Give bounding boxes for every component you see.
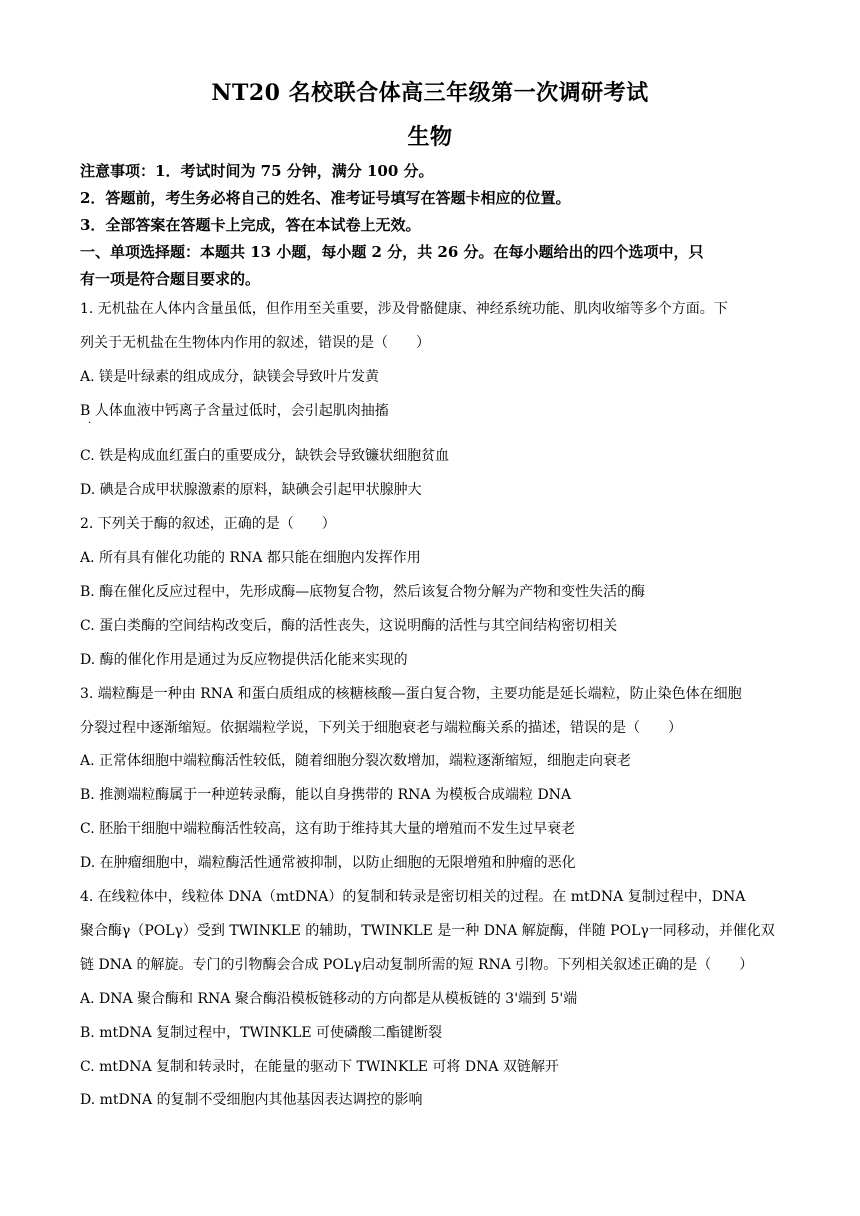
- q3-option-d: D. 在肿瘤细胞中，端粒酶活性通常被抑制，以防止细胞的无限增殖和肿瘤的恶化: [80, 855, 576, 871]
- q3-option-a: A. 正常体细胞中端粒酶活性较低，随着细胞分裂次数增加，端粒逐渐缩短，细胞走向衰老: [80, 753, 632, 769]
- q3-stem-line-1: 3. 端粒酶是一种由 RNA 和蛋白质组成的核糖核酸—蛋白复合物，主要功能是延长端粒，防止染色体在细胞: [80, 686, 742, 702]
- q1-stem-line-1: 1. 无机盐在人体内含量虽低，但作用至关重要，涉及骨骼健康、神经系统功能、肌肉收缩等多个方面。下: [80, 301, 728, 317]
- q3-stem-line-2: 分裂过程中逐渐缩短。依据端粒学说，下列关于细胞衰老与端粒酶关系的描述，错误的是（ ）: [80, 720, 682, 736]
- note-3: 3．全部答案在答题卡上完成，答在本试卷上无效。: [80, 216, 421, 234]
- q2-option-a: A. 所有具有催化功能的 RNA 都只能在细胞内发挥作用: [80, 550, 421, 566]
- q2-option-d: D. 酶的催化作用是通过为反应物提供活化能来实现的: [80, 652, 408, 668]
- q4-option-c: C. mtDNA 复制和转录时，在能量的驱动下 TWINKLE 可将 DNA 双链解开: [80, 1059, 559, 1075]
- note-2: 2．答题前，考生务必将自己的姓名、准考证号填写在答题卡相应的位置。: [80, 189, 571, 207]
- section-heading-line-1: 一、单项选择题：本题共 13 小题，每小题 2 分，共 26 分。在每小题给出的四个选项中，只: [80, 243, 704, 261]
- q1-option-d: D. 碘是合成甲状腺激素的原料，缺碘会引起甲状腺肿大: [80, 482, 422, 498]
- q4-option-a: A. DNA 聚合酶和 RNA 聚合酶沿模板链移动的方向都是从模板链的 3'端到 5'端: [80, 991, 578, 1007]
- q2-option-c: C. 蛋白类酶的空间结构改变后，酶的活性丧失，这说明酶的活性与其空间结构密切相关: [80, 618, 618, 634]
- stray-dot-mark: ·: [88, 418, 92, 429]
- note-1: 注意事项：1．考试时间为 75 分钟，满分 100 分。: [80, 162, 434, 180]
- q4-option-d: D. mtDNA 的复制不受细胞内其他基因表达调控的影响: [80, 1092, 423, 1108]
- subject-title: 生物: [407, 124, 453, 150]
- exam-title: NT20 名校联合体高三年级第一次调研考试: [211, 80, 649, 106]
- q2-option-b: B. 酶在催化反应过程中，先形成酶—底物复合物，然后该复合物分解为产物和变性失活的酶: [80, 584, 646, 600]
- q4-stem-line-2: 聚合酶γ（POLγ）受到 TWINKLE 的辅助，TWINKLE 是一种 DNA 解旋酶，伴随 POLγ一同移动，并催化双: [80, 923, 775, 939]
- q1-option-b: B 人体血液中钙离子含量过低时，会引起肌肉抽搐: [80, 403, 389, 419]
- q3-option-b: B. 推测端粒酶属于一种逆转录酶，能以自身携带的 RNA 为模板合成端粒 DNA: [80, 787, 572, 803]
- section-heading-line-2: 有一项是符合题目要求的。: [80, 270, 261, 288]
- q3-option-c: C. 胚胎干细胞中端粒酶活性较高，这有助于维持其大量的增殖而不发生过早衰老: [80, 821, 576, 837]
- q4-stem-line-3: 链 DNA 的解旋。专门的引物酶会合成 POLγ启动复制所需的短 RNA 引物。下列相关叙述正确的是（ ）: [80, 957, 754, 973]
- q2-stem: 2. 下列关于酶的叙述，正确的是（ ）: [80, 516, 336, 532]
- q1-option-c: C. 铁是构成血红蛋白的重要成分，缺铁会导致镰状细胞贫血: [80, 448, 450, 464]
- q4-option-b: B. mtDNA 复制过程中，TWINKLE 可使磷酸二酯键断裂: [80, 1025, 443, 1041]
- q1-stem-line-2: 列关于无机盐在生物体内作用的叙述，错误的是（ ）: [80, 335, 430, 351]
- q4-stem-line-1: 4. 在线粒体中，线粒体 DNA（mtDNA）的复制和转录是密切相关的过程。在 mtDNA 复制过程中，DNA: [80, 889, 746, 905]
- q1-option-a: A. 镁是叶绿素的组成成分，缺镁会导致叶片发黄: [80, 369, 380, 385]
